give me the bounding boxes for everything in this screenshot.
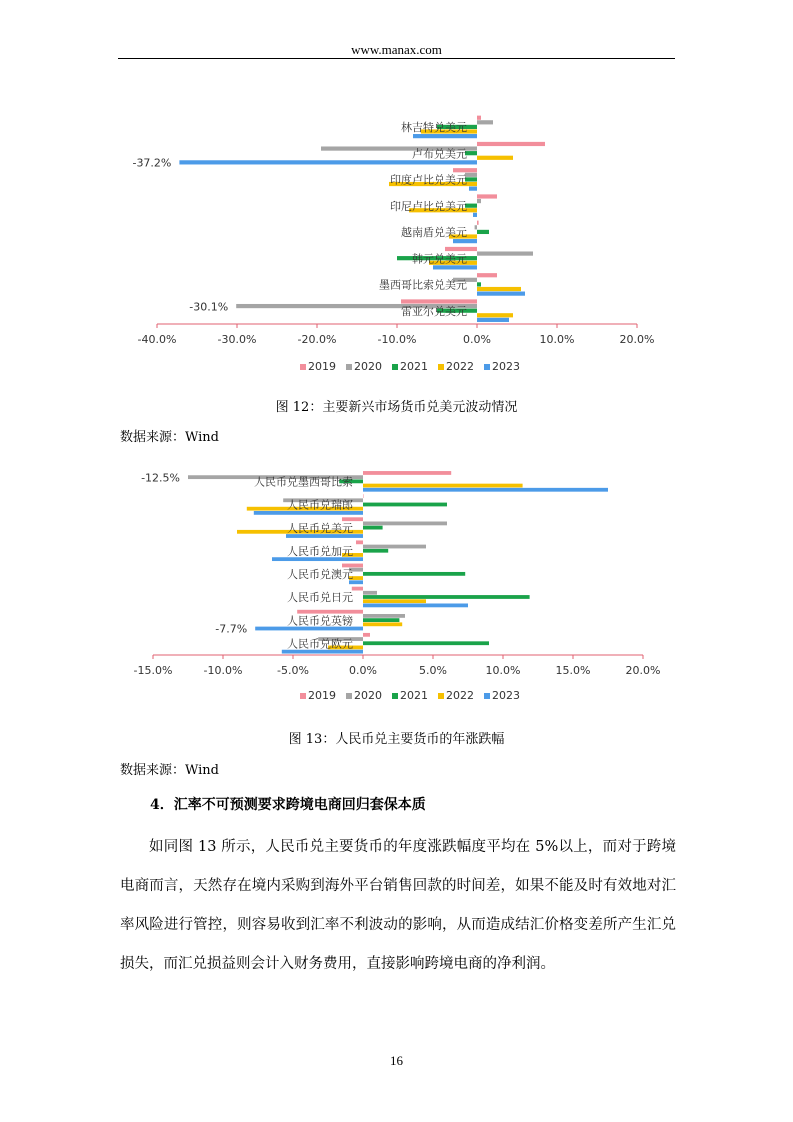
figure-13-caption: 图 13：人民币兑主要货币的年涨跌幅 [288,732,505,747]
bar-2023 [453,239,477,243]
bar-2019 [363,494,364,498]
bar-2019 [297,610,363,614]
body-paragraph: 如同图 13 所示，人民币兑主要货币的年度涨跌幅度平均在 5%以上，而对于跨境电商而言，天然存在境内采购到海外平台销售回款的时间差，如果不能及时有效地对汇率风险进行管控，则容易收到汇率不利波动的影响，从而造成结汇价格变差所产生汇兑损失，而汇兑损益则会计入财务费用，直接影响跨境电商的净利润。 [120,839,676,972]
chart-rmb-currencies [0,460,793,710]
bar-2023 [363,603,468,607]
figure-12-caption: 图 12：主要新兴市场货币兑美元波动情况 [275,400,518,415]
category-label: 林吉特兑美元 [401,121,467,135]
x-tick-label: 0.0% [463,333,491,346]
bar-2020 [363,591,377,595]
legend-swatch-2023 [484,693,490,699]
bar-2022 [477,287,521,291]
bar-2023 [413,134,477,138]
section-heading: 4．汇率不可预测要求跨境电商回归套保本质 [150,797,426,813]
bar-2019 [342,564,363,568]
x-tick-label: 15.0% [555,664,591,677]
bar-2019 [477,142,545,146]
page-number: 16 [390,1053,403,1068]
data-label: -7.7% [215,622,248,636]
x-tick-label: 10.0% [539,333,575,346]
category-label: 雷亚尔兑美元 [401,304,467,318]
legend-swatch-2022 [438,693,444,699]
bar-2021 [477,282,481,286]
category-label: 人民币兑墨西哥比索 [254,475,353,489]
legend-label-2021: 2021 [400,360,428,373]
legend-label-2021: 2021 [400,689,428,702]
bar-2020 [475,225,477,229]
bar-2023 [477,318,509,322]
x-tick-label: 20.0% [619,333,655,346]
category-label: 墨西哥比索兑美元 [379,278,467,292]
bar-2019 [477,221,479,225]
legend-swatch-2020 [346,364,352,370]
bar-2021 [363,526,383,530]
category-label: 韩元兑美元 [412,252,467,266]
legend-swatch-2019 [300,364,306,370]
legend-label-2022: 2022 [446,360,474,373]
x-tick-label: 10.0% [485,664,521,677]
category-label: 人民币兑加元 [287,544,353,558]
bar-2021 [363,549,388,553]
bar-2019 [445,247,477,251]
x-tick-label: -10.0% [203,664,243,677]
bar-2019 [477,116,481,120]
bar-2023 [363,488,608,492]
x-tick-label: -10.0% [377,333,417,346]
category-label: 人民币兑澳元 [287,568,353,582]
bar-2019 [342,517,363,521]
bar-2019 [477,273,497,277]
bar-2021 [363,618,399,622]
legend-label-2022: 2022 [446,689,474,702]
legend-label-2023: 2023 [492,360,520,373]
category-label: 越南盾兑美元 [401,226,467,240]
bar-2019 [363,633,370,637]
legend-swatch-2021 [392,364,398,370]
bar-2022 [363,484,523,488]
bar-2019 [453,168,477,172]
bar-2021 [363,503,447,507]
bar-2019 [363,471,451,475]
legend-label-2023: 2023 [492,689,520,702]
data-label: -37.2% [132,156,172,170]
bar-2022 [363,599,426,603]
bar-2019 [356,540,363,544]
bar-2022 [477,156,513,160]
category-label: 印度卢比兑美元 [390,173,467,187]
bar-2021 [363,595,530,599]
bar-2020 [363,614,405,618]
x-tick-label: -40.0% [137,333,177,346]
site-header: www.manax.com [351,42,442,57]
bar-2023 [473,213,477,217]
chart-emerging-currencies [0,100,793,390]
bar-2019 [401,299,477,303]
x-tick-label: 0.0% [349,664,377,677]
bar-2020 [477,251,533,255]
legend-swatch-2022 [438,364,444,370]
figure-12-source: 数据来源：Wind [120,430,219,445]
legend-swatch-2019 [300,693,306,699]
category-label: 印尼卢比兑美元 [390,199,467,213]
category-label: 人民币兑瑞郎 [287,498,353,512]
bar-2022 [477,313,513,317]
bar-2021 [363,641,489,645]
category-label: 卢布兑美元 [412,147,467,161]
bar-2019 [352,587,363,591]
bar-2022 [363,622,402,626]
x-tick-label: -15.0% [133,664,173,677]
data-label: -30.1% [189,300,229,314]
bar-2023 [477,292,525,296]
bar-2020 [363,545,426,549]
x-tick-label: 5.0% [419,664,447,677]
bar-2020 [477,120,493,124]
legend-label-2019: 2019 [308,689,336,702]
bar-2023 [433,265,477,269]
category-label: 人民币兑英镑 [287,614,353,628]
bar-2020 [363,522,447,526]
header-rule [118,58,675,59]
legend-swatch-2023 [484,364,490,370]
legend-label-2019: 2019 [308,360,336,373]
category-label: 人民币兑美元 [287,521,353,535]
category-label: 人民币兑日元 [287,591,353,605]
data-label: -12.5% [141,471,180,485]
bar-2021 [363,572,465,576]
bar-2021 [477,230,489,234]
category-label: 人民币兑欧元 [287,637,353,651]
legend-label-2020: 2020 [354,360,382,373]
bar-2020 [477,199,481,203]
legend-swatch-2021 [392,693,398,699]
x-tick-label: -30.0% [217,333,257,346]
x-tick-label: -5.0% [277,664,309,677]
bar-2023 [179,160,477,164]
x-tick-label: 20.0% [625,664,661,677]
legend-label-2020: 2020 [354,689,382,702]
bar-2019 [477,194,497,198]
x-tick-label: -20.0% [297,333,337,346]
bar-2023 [469,187,477,191]
legend-swatch-2020 [346,693,352,699]
figure-13-source: 数据来源：Wind [120,763,219,778]
